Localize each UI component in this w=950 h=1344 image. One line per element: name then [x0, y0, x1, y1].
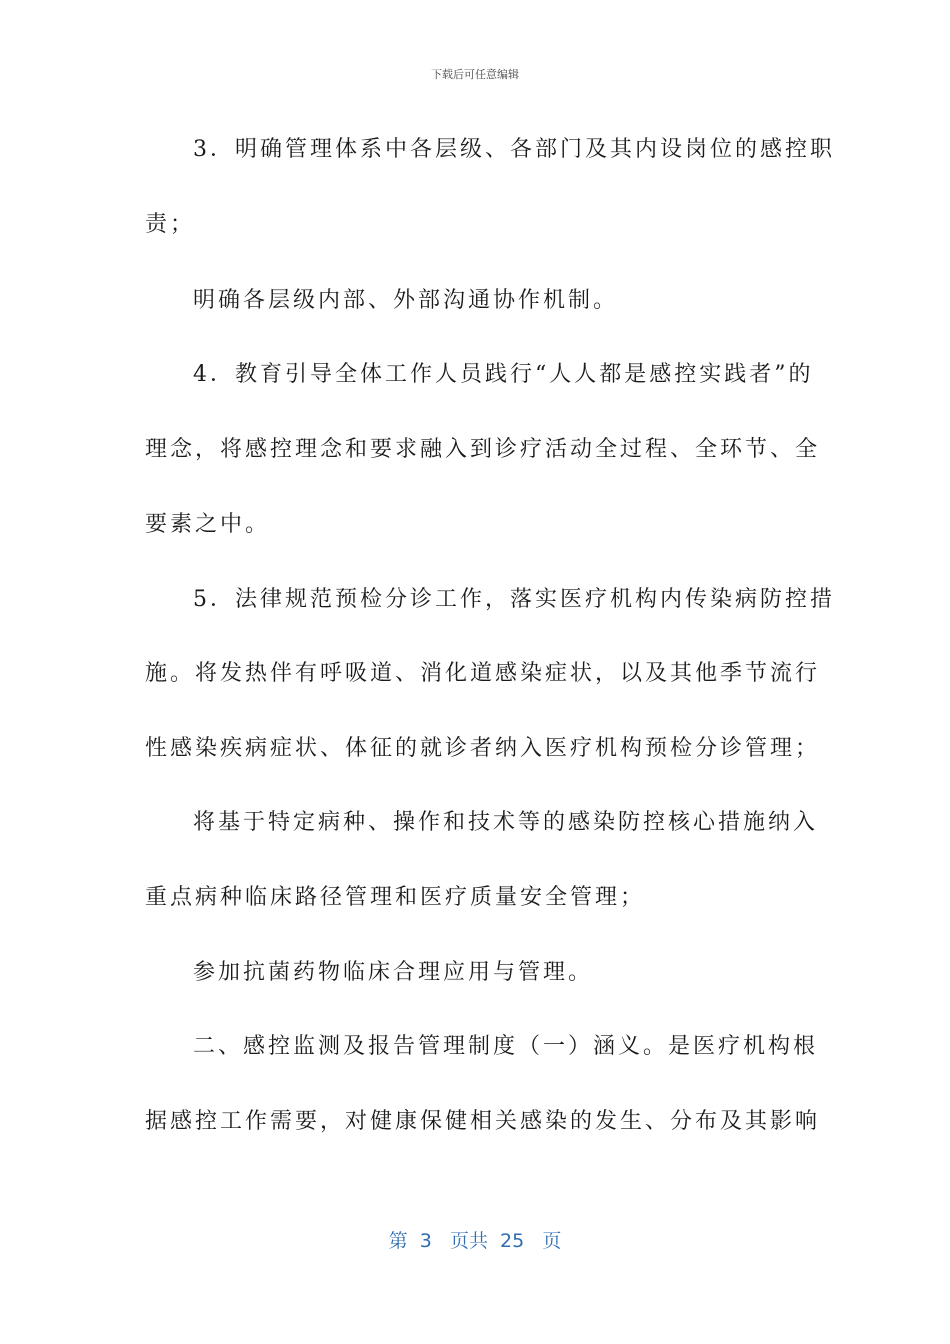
text-line: 3．明确管理体系中各层级、各部门及其内设岗位的感控职 [193, 137, 835, 162]
text-line: 性感染疾病症状、体征的就诊者纳入医疗机构预检分诊管理； [145, 736, 821, 761]
text-line: 4．教育引导全体工作人员践行“人人都是感控实践者”的 [193, 362, 814, 387]
text-line: 责； [145, 212, 196, 237]
text-line: 理念，将感控理念和要求融入到诊疗活动全过程、全环节、全 [145, 437, 821, 462]
page-number-footer: 第 3 页共 25 页 [388, 1230, 562, 1252]
text-line: 重点病种临床路径管理和医疗质量安全管理； [145, 885, 646, 910]
text-line: 要素之中。 [145, 512, 271, 537]
text-line: 施。将发热伴有呼吸道、消化道感染症状，以及其他季节流行 [145, 661, 821, 686]
header-note: 下载后可任意编辑 [431, 68, 519, 81]
text-line: 明确各层级内部、外部沟通协作机制。 [193, 288, 619, 313]
text-line: 5．法律规范预检分诊工作，落实医疗机构内传染病防控措 [193, 587, 835, 612]
text-line: 参加抗菌药物临床合理应用与管理。 [193, 960, 594, 985]
text-line: 二、感控监测及报告管理制度（一）涵义。是医疗机构根 [193, 1034, 819, 1059]
text-line: 据感控工作需要，对健康保健相关感染的发生、分布及其影响 [145, 1109, 821, 1134]
text-line: 将基于特定病种、操作和技术等的感染防控核心措施纳入 [193, 810, 819, 835]
